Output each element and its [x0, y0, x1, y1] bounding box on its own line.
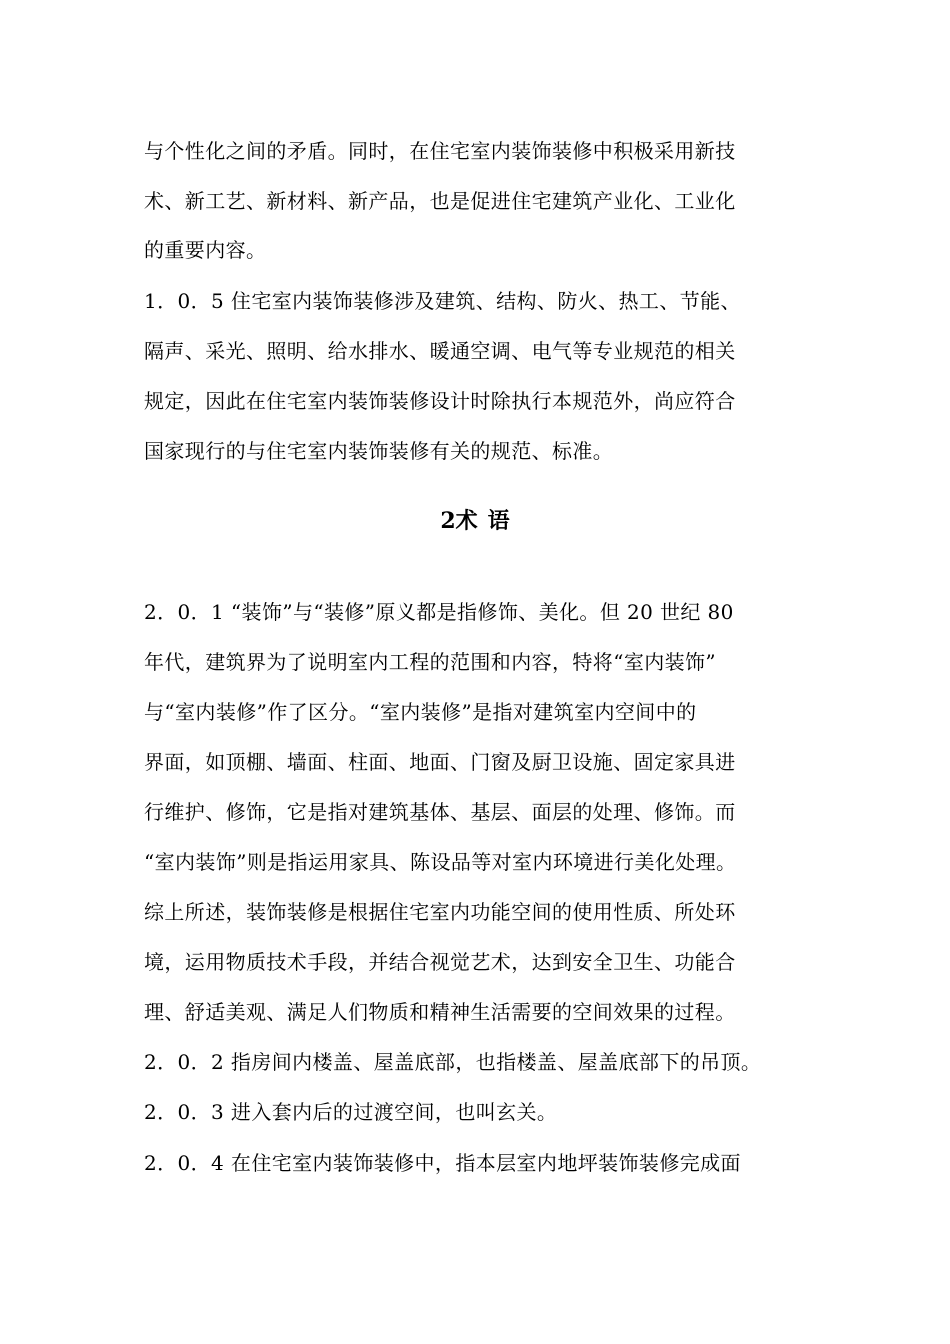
section-number: 2 — [440, 508, 456, 534]
clause-1-0-5-line: 1．0．5 住宅室内装饰装修涉及建筑、结构、防火、热工、节能、 — [144, 289, 741, 313]
clause-2-0-2-line: 2．0．2 指房间内楼盖、屋盖底部，也指楼盖、屋盖底部下的吊顶。 — [144, 1050, 762, 1074]
clause-2-0-1-line: 境，运用物质技术手段，并结合视觉艺术，达到安全卫生、功能合 — [144, 950, 736, 974]
section-heading — [0, 507, 950, 535]
section-title-char: 术 — [455, 508, 478, 534]
section-title-char: 语 — [487, 508, 510, 534]
clause-2-0-1-line: 行维护、修饰，它是指对建筑基体、基层、面层的处理、修饰。而 — [144, 800, 736, 824]
clause-2-0-4-line: 2．0．4 在住宅室内装饰装修中，指本层室内地坪装饰装修完成面 — [144, 1151, 741, 1175]
clause-1-0-5-line: 隔声、采光、照明、给水排水、暖通空调、电气等专业规范的相关 — [144, 339, 736, 363]
clause-2-0-1-line: 2．0．1 “装饰”与“装修”原义都是指修饰、美化。但 20 世纪 80 — [144, 600, 734, 624]
body-text-line: 与个性化之间的矛盾。同时，在住宅室内装饰装修中积极采用新技 — [144, 139, 736, 163]
body-text-line: 的重要内容。 — [144, 238, 267, 262]
clause-2-0-1-line: 综上所述，装饰装修是根据住宅室内功能空间的使用性质、所处环 — [144, 900, 736, 924]
clause-2-0-1-line: 界面，如顶棚、墙面、柱面、地面、门窗及厨卫设施、固定家具进 — [144, 750, 736, 774]
clause-1-0-5-line: 国家现行的与住宅室内装饰装修有关的规范、标准。 — [144, 439, 614, 463]
body-text-line: 术、新工艺、新材料、新产品，也是促进住宅建筑产业化、工业化 — [144, 189, 736, 213]
clause-2-0-1-line: 与“室内装修”作了区分。“室内装修”是指对建筑室内空间中的 — [144, 700, 697, 724]
clause-1-0-5-line: 规定，因此在住宅室内装饰装修设计时除执行本规范外，尚应符合 — [144, 389, 736, 413]
clause-2-0-3-line: 2．0．3 进入套内后的过渡空间，也叫玄关。 — [144, 1100, 558, 1124]
clause-2-0-1-line: 理、舒适美观、满足人们物质和精神生活需要的空间效果的过程。 — [144, 1000, 736, 1024]
clause-2-0-1-line: “室内装饰”则是指运用家具、陈设品等对室内环境进行美化处理。 — [144, 850, 737, 874]
clause-2-0-1-line: 年代，建筑界为了说明室内工程的范围和内容，特将“室内装饰” — [144, 650, 717, 674]
